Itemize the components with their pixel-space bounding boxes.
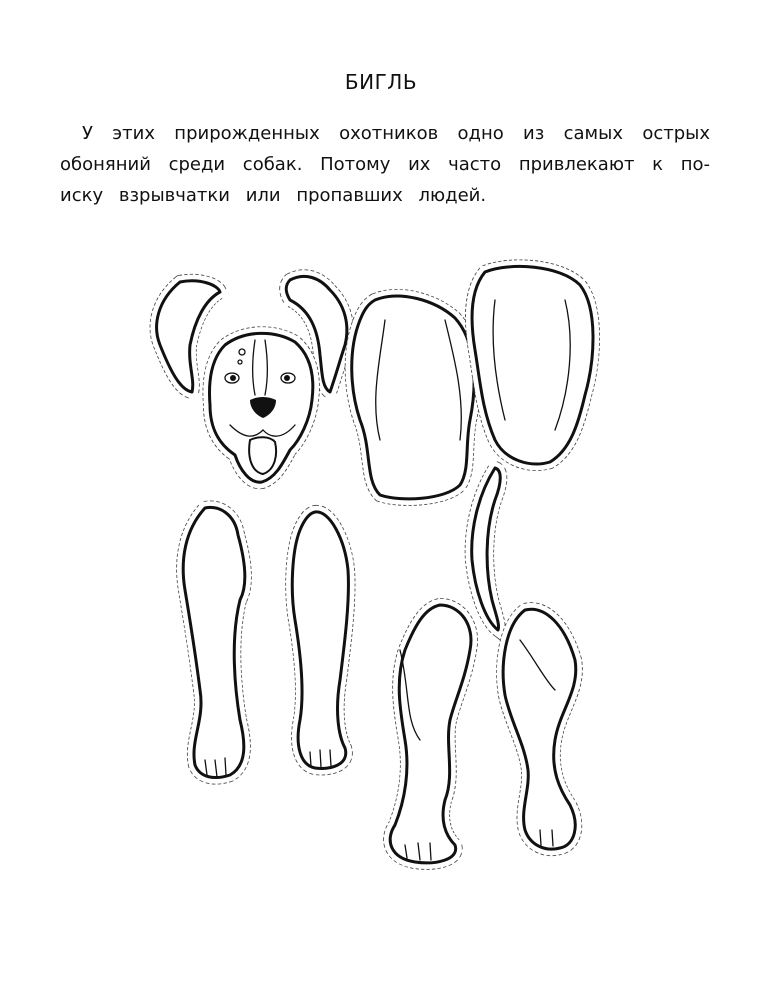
hind-leg-left-piece bbox=[390, 605, 471, 863]
paragraph-line: обоняний среди собак. Потому их часто привлекают к по- bbox=[60, 154, 710, 175]
paragraph-line: У этих прирожденных охотников одно из самых острых bbox=[82, 123, 710, 144]
tail-piece bbox=[472, 468, 501, 630]
hind-leg-right-piece bbox=[503, 609, 576, 849]
paragraph-line: иску взрывчатки или пропавших людей. bbox=[60, 185, 487, 206]
body-rear-piece bbox=[472, 266, 593, 464]
head-piece bbox=[210, 333, 313, 482]
front-leg-left-piece bbox=[183, 507, 245, 777]
front-leg-right-piece bbox=[292, 512, 348, 769]
page-title: БИГЛЬ bbox=[344, 70, 418, 94]
body-front-piece bbox=[352, 296, 474, 499]
